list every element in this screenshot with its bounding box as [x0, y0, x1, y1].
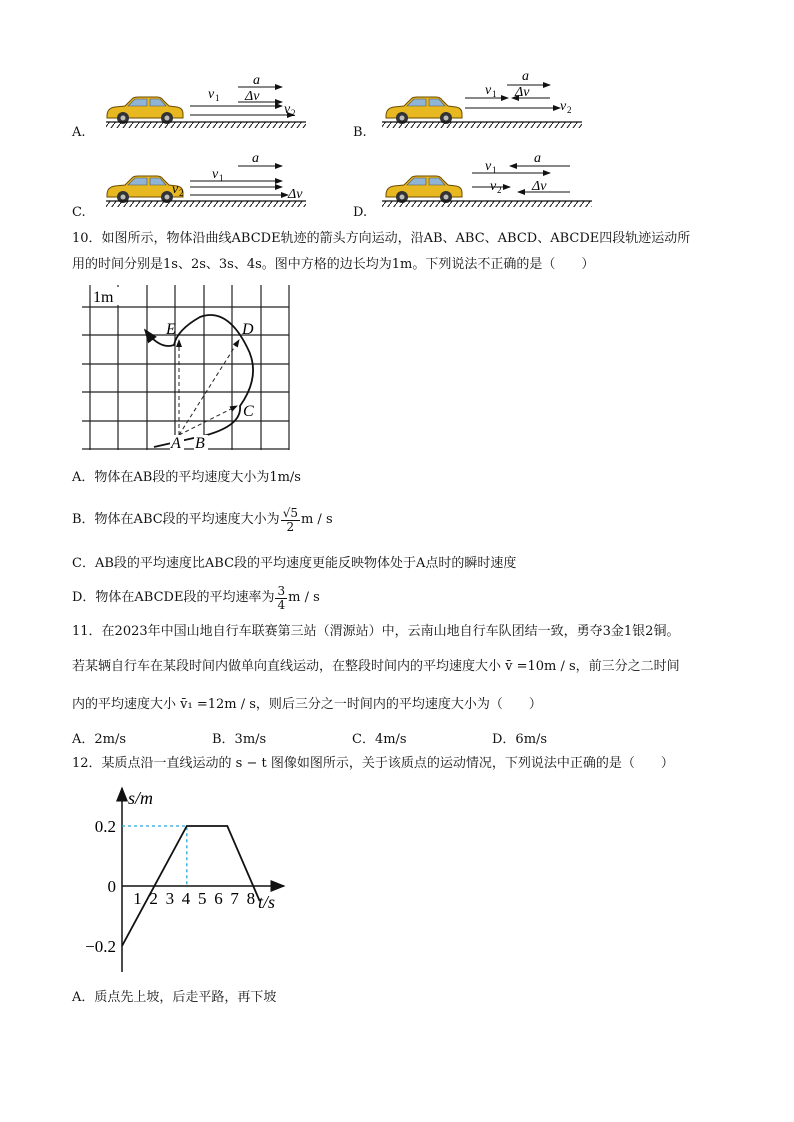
q11-line2: 若某辆自行车在某段时间内做单向直线运动，在整段时间内的平均速度大小 v̄ =10m / s，前三分之二时间: [72, 659, 680, 674]
q10-option-d: [72, 580, 320, 616]
x-tick-label: 8: [246, 889, 256, 908]
x-tick-label: 6: [214, 889, 223, 908]
q10-option-b-fraction: [281, 507, 300, 534]
q10-option-b-text: B．物体在ABC段的平均速度大小为: [72, 512, 280, 527]
svg-text:v: v: [485, 159, 492, 174]
q9-option-d-label: D.: [353, 205, 368, 220]
q10-option-b-unit: m / s: [300, 512, 333, 527]
svg-text:v: v: [284, 102, 291, 117]
x-tick-label: 1: [133, 889, 142, 908]
q9-option-a-diagram: [106, 73, 306, 128]
svg-text:2: 2: [179, 188, 184, 198]
x-tick-label: 3: [165, 889, 175, 908]
x-axis-label: t/s: [258, 892, 276, 912]
svg-text:Δv: Δv: [515, 85, 530, 100]
q9-option-b-diagram: [382, 69, 582, 128]
q11-option-c: C．4m/s: [352, 732, 407, 747]
svg-text:Δv: Δv: [532, 179, 547, 194]
svg-text:v: v: [208, 87, 215, 102]
q11-line3: 内的平均速度大小 v̄₁ =12m / s，则后三分之一时间内的平均速度大小为（ ）: [72, 697, 542, 712]
svg-text:Δv: Δv: [245, 89, 260, 104]
svg-text:1: 1: [492, 165, 497, 175]
q10-option-b: [72, 500, 333, 540]
svg-text:v: v: [212, 167, 219, 182]
grid-scale-label: 1m: [93, 289, 114, 306]
grid-lines: [82, 285, 289, 450]
q10-option-c: C．AB段的平均速度比ABC段的平均速度更能反映物体处于A点时的瞬时速度: [72, 556, 517, 571]
q9-option-c-diagram: [106, 151, 306, 207]
svg-text:1: 1: [219, 173, 224, 183]
q9-option-d-diagram: [382, 151, 592, 207]
st-graph: [72, 780, 302, 980]
fraction-denominator: 4: [277, 597, 286, 612]
x-tick-label: 5: [198, 889, 207, 908]
q9-option-b-label: B.: [353, 125, 367, 140]
svg-text:a: a: [534, 151, 541, 166]
q10-text-line1: 10．如图所示，物体沿曲线ABCDE轨迹的箭头方向运动，沿AB、ABC、ABCD、ABCDE四段轨迹运动所: [72, 231, 691, 246]
q10-option-d-fraction: [275, 585, 287, 612]
q10-option-a: A．物体在AB段的平均速度大小为1m/s: [72, 470, 301, 485]
q11-option-b: B．3m/s: [212, 732, 267, 747]
y-tick-label: −0.2: [85, 937, 116, 956]
svg-text:v: v: [485, 83, 492, 98]
svg-text:a: a: [253, 73, 260, 88]
q12-text: 12．某质点沿一直线运动的 s − t 图像如图所示，关于该质点的运动情况，下列说法中正确的是（ ）: [72, 756, 674, 771]
fraction-numerator: 3: [277, 583, 286, 598]
fraction-denominator: 2: [286, 519, 295, 534]
point-d-label: D: [242, 321, 254, 338]
q11-option-a: A．2m/s: [72, 732, 127, 747]
point-e-label: E: [166, 321, 176, 338]
svg-text:2: 2: [497, 185, 502, 195]
x-tick-label: 7: [230, 889, 239, 908]
svg-text:a: a: [522, 69, 529, 84]
point-b-label: B: [195, 435, 205, 452]
q9-option-a-label: A.: [72, 125, 86, 140]
svg-text:1: 1: [492, 89, 497, 99]
q10-text-line2: 用的时间分别是1s、2s、3s、4s。图中方格的边长均为1m。下列说法不正确的是（ ）: [72, 257, 595, 272]
svg-text:1: 1: [215, 93, 220, 103]
fraction-numerator: √5: [282, 505, 298, 520]
svg-text:2: 2: [291, 108, 296, 118]
svg-text:2: 2: [567, 105, 572, 115]
q10-option-d-unit: m / s: [288, 590, 320, 605]
q10-trajectory-grid: [82, 285, 292, 455]
y-tick-label: 0.2: [94, 817, 116, 836]
q9-option-c-label: C.: [72, 205, 86, 220]
q11-line1: 11．在2023年中国山地自行车联赛第三站（渭源站）中，云南山地自行车队团结一致，勇夺3金1银2铜。: [72, 624, 680, 639]
y-axis-label: s/m: [128, 788, 154, 808]
x-tick-label: 4: [181, 889, 191, 908]
q9-diagrams: [60, 60, 620, 225]
svg-text:v: v: [560, 99, 567, 114]
x-tick-label: 2: [149, 889, 158, 908]
point-c-label: C: [243, 403, 254, 420]
svg-text:v: v: [172, 182, 179, 197]
q11-option-d: D．6m/s: [492, 732, 548, 747]
q10-option-d-text: D．物体在ABCDE段的平均速率为: [72, 590, 275, 605]
svg-text:v: v: [490, 179, 497, 194]
svg-text:a: a: [252, 151, 259, 166]
svg-text:Δv: Δv: [288, 187, 303, 202]
q12-option-a: A．质点先上坡，后走平路，再下坡: [72, 990, 277, 1005]
point-a-label: A: [171, 435, 181, 452]
y-tick-label: 0: [107, 877, 116, 896]
dashed-guide-line: [122, 826, 187, 886]
